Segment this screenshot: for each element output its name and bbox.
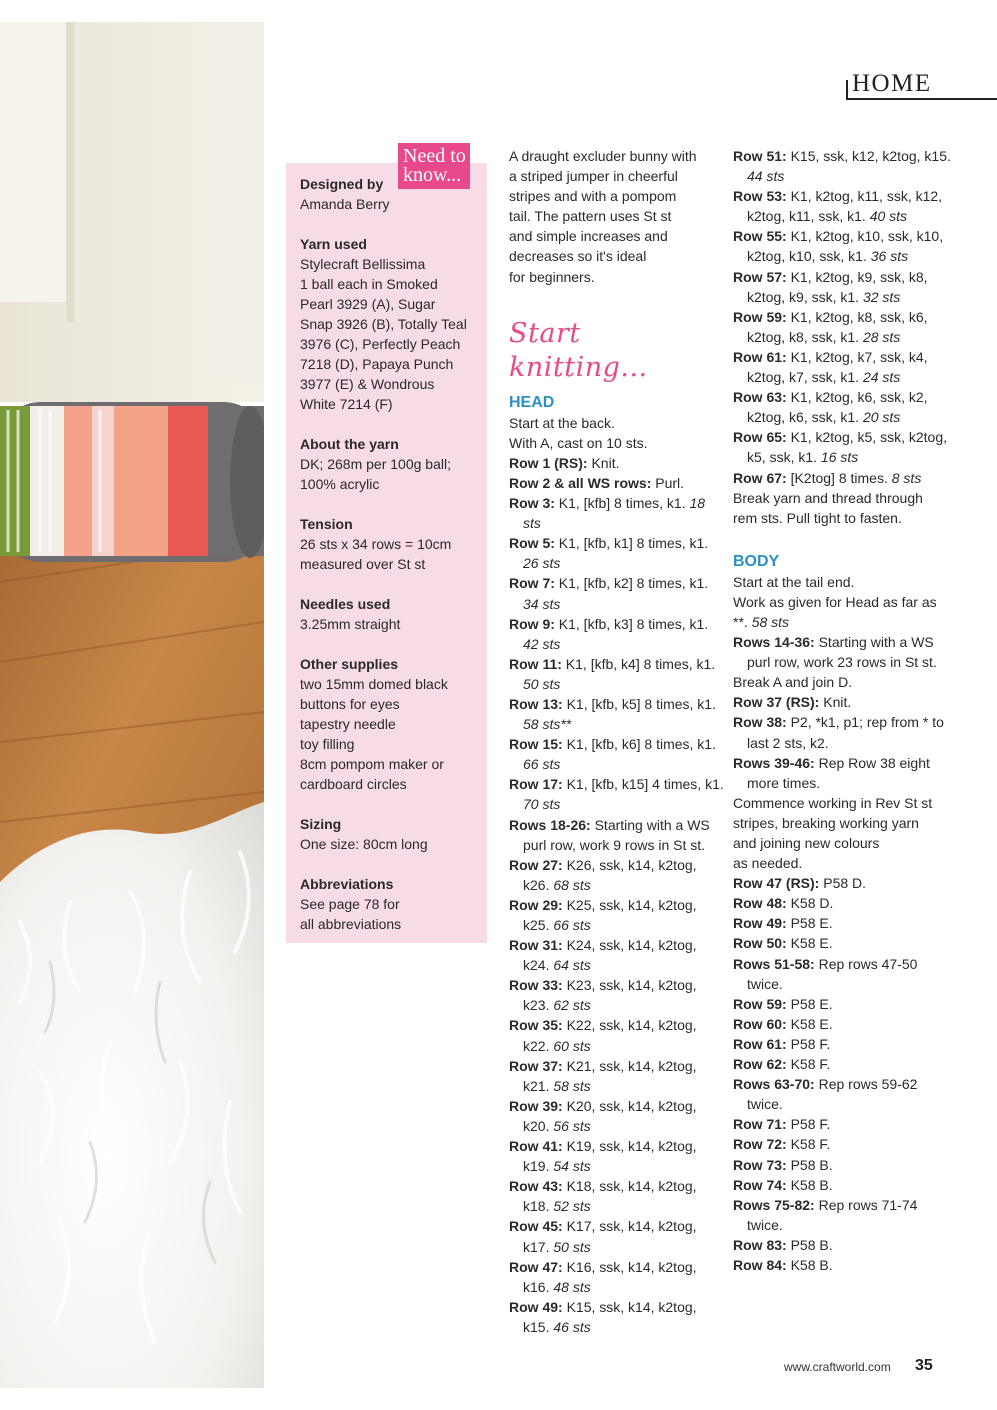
info-heading: Tension (300, 516, 353, 532)
pattern-row (733, 692, 953, 712)
pattern-row (733, 1195, 953, 1235)
row-label: Rows 14-36: (733, 634, 815, 651)
info-line: DK; 268m per 100g ball; (300, 456, 451, 472)
pattern-row (733, 994, 953, 1014)
section-label: HOME (852, 70, 932, 97)
intro-line: A draught excluder bunny with (509, 148, 697, 164)
info-line: toy filling (300, 736, 355, 752)
pattern-row (733, 1155, 953, 1175)
row-instruction: Starting with a WS purl row, work 23 rows in St st. (747, 634, 937, 671)
row-label: Row 59: (733, 308, 787, 325)
intro-line: and simple increases and (509, 228, 668, 245)
body-intro-line: Start at the tail end. (733, 573, 855, 590)
info-line: two 15mm domed black (300, 676, 448, 692)
stitch-count: 50 sts (523, 675, 561, 692)
info-line: 3977 (E) & Wondrous (300, 376, 435, 392)
info-line: Amanda Berry (300, 196, 390, 212)
row-instruction: Rep rows 71-74 twice. (747, 1196, 918, 1233)
row-label: Row 84: (733, 1256, 787, 1273)
stitch-count: 8 sts (891, 469, 922, 486)
stitch-count: 48 sts (553, 1278, 591, 1295)
pattern-row (509, 453, 724, 473)
pattern-row (733, 387, 953, 427)
info-line: 7218 (D), Papaya Punch (300, 356, 454, 372)
pattern-row (509, 1176, 724, 1216)
pattern-row (733, 913, 953, 933)
stripes-note-line: Commence working in Rev St st (733, 794, 933, 811)
row-label: Row 13: (509, 695, 563, 712)
stitch-count: 64 sts (553, 957, 591, 974)
info-group (300, 514, 477, 574)
stitch-count: 20 sts (862, 409, 901, 426)
row-instruction: K1, [kfb] 8 times, k1. (558, 495, 686, 512)
info-line: Pearl 3929 (A), Sugar (300, 296, 436, 312)
row-label: Row 63: (733, 389, 787, 406)
row-instruction: P58 B. (790, 1156, 833, 1173)
pattern-row (509, 493, 724, 533)
row-label: Row 15: (509, 736, 563, 753)
row-label: Row 33: (509, 977, 563, 994)
pattern-row (509, 573, 724, 613)
row-instruction: K1, [kfb, k3] 8 times, k1. (558, 615, 709, 632)
pattern-column-2 (733, 146, 953, 1275)
row-label: Row 45: (509, 1218, 563, 1235)
row-label: Row 60: (733, 1015, 787, 1032)
row-label: Row 11: (509, 655, 562, 672)
pattern-column-1 (509, 146, 724, 1337)
info-group (300, 654, 477, 794)
start-knitting-heading: Start knitting... (509, 317, 648, 383)
row-label: Row 48: (733, 895, 787, 912)
row-instruction: K58 F. (790, 1136, 831, 1153)
section-rule (846, 98, 997, 100)
stitch-count: 26 sts (523, 555, 561, 572)
row-label: Row 47 (RS): (733, 875, 820, 892)
pattern-row (509, 473, 724, 493)
row-instruction: K19, ssk, k14, k2tog, k19. (523, 1138, 697, 1175)
info-line: See page 78 for (300, 896, 400, 912)
row-label: Row 73: (733, 1156, 787, 1173)
row-instruction: K58 E. (790, 1015, 833, 1032)
pattern-row (509, 1056, 724, 1096)
row-instruction: K17, ssk, k14, k2tog, k17. (523, 1218, 697, 1255)
row-instruction: P2, *k1, p1; rep from * to last 2 sts, k2. (747, 714, 944, 751)
row-label: Row 39: (509, 1097, 563, 1114)
pattern-row (733, 226, 953, 266)
stripes-note-line: and joining new colours (733, 835, 880, 851)
row-label: Rows 18-26: (509, 816, 591, 833)
info-heading: About the yarn (300, 436, 399, 452)
stitch-count: 32 sts (862, 288, 901, 305)
pattern-row (509, 1257, 724, 1297)
row-instruction: Knit. (591, 454, 620, 471)
intro-line: decreases so it's ideal (509, 248, 647, 265)
knitted-draught-excluder-photo (0, 22, 264, 1388)
row-label: Row 74: (733, 1176, 787, 1193)
pattern-row (509, 614, 724, 654)
stripes-note-line: as needed. (733, 855, 803, 872)
pattern-row (509, 1096, 724, 1136)
row-label: Row 49: (509, 1298, 563, 1315)
info-heading: Other supplies (300, 656, 399, 672)
intro-line: stripes and with a pompom (509, 188, 677, 205)
info-line: Snap 3926 (B), Totally Teal (300, 316, 467, 332)
body-section-title: BODY (733, 552, 780, 570)
row-label: Row 49: (733, 915, 787, 932)
info-heading: Designed by (300, 176, 384, 192)
stitch-count: 54 sts (553, 1158, 591, 1175)
pattern-row (733, 427, 953, 467)
stitch-count: 42 sts (523, 635, 561, 652)
info-line: measured over St st (300, 556, 426, 572)
stitch-count: 70 sts (523, 796, 561, 813)
pattern-row (733, 1034, 953, 1054)
row-instruction: K58 D. (790, 895, 834, 912)
row-label: Row 3: (509, 495, 555, 512)
pattern-row (509, 855, 724, 895)
head-intro-line: Start at the back. (509, 414, 615, 431)
head-outro-line: rem sts. Pull tight to fasten. (733, 509, 902, 526)
row-instruction: K1, k2tog, k10, ssk, k10, k2tog, k10, ssk, k1. (747, 228, 944, 265)
row-instruction: K1, [kfb, k6] 8 times, k1. (566, 736, 716, 753)
spacer (733, 528, 953, 548)
row-label: Row 1 (RS): (509, 454, 588, 471)
pattern-row (509, 1297, 724, 1337)
head-section-title: HEAD (509, 393, 555, 411)
row-instruction: K1, [kfb, k2] 8 times, k1. (558, 575, 709, 592)
pattern-row (509, 734, 724, 774)
info-group (300, 594, 477, 634)
row-label: Row 37 (RS): (733, 694, 820, 711)
stitch-count: 62 sts (553, 997, 591, 1014)
stitch-count: 28 sts (862, 328, 901, 345)
row-instruction: K24, ssk, k14, k2tog, k24. (523, 937, 697, 974)
head-intro-line: With A, cast on 10 sts. (509, 434, 648, 451)
stitch-count: 44 sts (747, 168, 785, 185)
stitch-count: 58 sts (751, 613, 790, 630)
row-instruction: P58 F. (790, 1116, 831, 1133)
row-label: Row 67: (733, 469, 787, 486)
pattern-row (733, 468, 953, 488)
info-group (300, 434, 477, 494)
row-instruction: K26, ssk, k14, k2tog, k26. (523, 856, 697, 893)
info-line: tapestry needle (300, 716, 396, 732)
row-instruction: K1, k2tog, k9, ssk, k8, k2tog, k9, ssk, k1. (747, 268, 928, 305)
row-instruction: K58 B. (790, 1256, 833, 1273)
pattern-row (733, 1014, 953, 1034)
info-line: Stylecraft Bellissima (300, 256, 426, 272)
row-instruction: K1, [kfb, k15] 4 times, k1. (566, 776, 724, 793)
pattern-row (509, 895, 724, 935)
info-line: buttons for eyes (300, 696, 400, 712)
row-instruction: K58 E. (790, 935, 833, 952)
page-number: 35 (915, 1357, 933, 1374)
pattern-row (509, 975, 724, 1015)
badge-line-1: Need to (403, 145, 466, 167)
need-to-know-badge (398, 143, 470, 189)
row-instruction: K1, [kfb, k1] 8 times, k1. (558, 535, 709, 552)
project-photo (0, 22, 264, 1388)
row-instruction: K1, [kfb, k4] 8 times, k1. (565, 655, 716, 672)
row-instruction: K22, ssk, k14, k2tog, k22. (523, 1017, 697, 1054)
row-label: Rows 39-46: (733, 754, 815, 771)
row-label: Row 72: (733, 1136, 787, 1153)
row-label: Row 65: (733, 429, 787, 446)
row-instruction: K1, k2tog, k8, ssk, k6, k2tog, k8, ssk, k1. (747, 308, 928, 345)
info-line: One size: 80cm long (300, 836, 428, 852)
row-label: Row 7: (509, 575, 555, 592)
stitch-count: 68 sts (553, 876, 591, 893)
row-label: Row 2 & all WS rows: (509, 474, 652, 491)
row-instruction: K15, ssk, k12, k2tog, k15. (790, 148, 951, 164)
stitch-count: 36 sts (870, 248, 909, 265)
stitch-count: 18 sts (523, 495, 706, 532)
row-label: Row 83: (733, 1236, 787, 1253)
row-label: Row 71: (733, 1116, 787, 1133)
row-label: Row 38: (733, 714, 787, 731)
row-label: Row 41: (509, 1138, 563, 1155)
pattern-row (509, 694, 724, 734)
row-instruction: P58 F. (790, 1035, 831, 1052)
row-instruction: Starting with a WS purl row, work 9 rows in St st. (523, 816, 710, 853)
row-instruction: K18, ssk, k14, k2tog, k18. (523, 1178, 697, 1215)
row-instruction: P58 E. (790, 995, 833, 1012)
row-label: Row 47: (509, 1258, 563, 1275)
row-instruction: K58 B. (790, 1176, 833, 1193)
row-label: Rows 51-58: (733, 955, 815, 972)
pattern-row (733, 1175, 953, 1195)
stitch-count: 52 sts (553, 1198, 591, 1215)
body-intro-line (733, 592, 953, 632)
pattern-row (733, 933, 953, 953)
info-line: cardboard circles (300, 776, 407, 792)
stitch-count: 16 sts (820, 449, 859, 466)
stitch-count: 24 sts (862, 369, 901, 386)
pattern-row (733, 712, 953, 752)
body-intro-text: Work as given for Head as far as **. (733, 593, 937, 630)
break-join-line: Break A and join D. (733, 674, 853, 691)
row-instruction: K25, ssk, k14, k2tog, k25. (523, 896, 697, 933)
pattern-row (509, 1015, 724, 1055)
pattern-row (509, 935, 724, 975)
row-label: Row 57: (733, 268, 787, 285)
footer-website: www.craftworld.com (784, 1360, 891, 1374)
row-instruction: P58 B. (790, 1236, 833, 1253)
row-label: Row 50: (733, 935, 787, 952)
row-instruction: K1, k2tog, k7, ssk, k4, k2tog, k7, ssk, k1. (747, 348, 928, 386)
info-heading: Needles used (300, 596, 391, 612)
row-instruction: K1, k2tog, k11, ssk, k12, k2tog, k11, ssk, k1. (747, 188, 943, 225)
row-instruction: Purl. (655, 474, 685, 491)
info-heading: Abbreviations (300, 876, 394, 892)
section-rule-tick (846, 80, 848, 100)
row-instruction: K21, ssk, k14, k2tog, k21. (523, 1057, 697, 1094)
row-label: Rows 75-82: (733, 1196, 815, 1213)
stitch-count: 46 sts (553, 1318, 591, 1335)
row-instruction: K23, ssk, k14, k2tog, k23. (523, 977, 697, 1014)
row-label: Row 17: (509, 776, 563, 793)
stitch-count: 56 sts (553, 1117, 591, 1134)
row-label: Row 62: (733, 1056, 787, 1073)
head-outro-line: Break yarn and thread through (733, 489, 923, 506)
pattern-row (733, 1134, 953, 1154)
pattern-row (733, 893, 953, 913)
stitch-count: 58 sts** (523, 716, 572, 733)
row-instruction: K1, [kfb, k5] 8 times, k1. (566, 695, 716, 712)
row-label: Row 35: (509, 1017, 563, 1034)
info-heading: Sizing (300, 816, 342, 832)
pattern-row (509, 1216, 724, 1256)
info-line: 3.25mm straight (300, 616, 401, 632)
info-group (300, 234, 477, 414)
pattern-row (733, 307, 953, 347)
row-instruction: P58 E. (790, 915, 833, 932)
stripes-note-line: stripes, breaking working yarn (733, 814, 919, 831)
row-label: Row 37: (509, 1057, 563, 1074)
pattern-row (733, 347, 953, 387)
pattern-row (509, 654, 724, 694)
stitch-count: 34 sts (523, 595, 561, 612)
pattern-row (733, 267, 953, 307)
info-heading: Yarn used (300, 236, 367, 252)
row-instruction: Rep rows 47-50 twice. (747, 955, 918, 992)
stitch-count: 58 sts (553, 1077, 591, 1094)
row-instruction: Rep rows 59-62 twice. (747, 1076, 918, 1113)
row-instruction: K1, k2tog, k6, ssk, k2, k2tog, k6, ssk, k1. (747, 389, 928, 426)
stitch-count: 40 sts (869, 208, 908, 225)
stitch-count: 66 sts (553, 917, 591, 933)
pattern-row (509, 533, 724, 573)
row-instruction: Knit. (823, 694, 852, 711)
need-to-know-box (286, 163, 487, 943)
pattern-row (733, 146, 953, 186)
pattern-row (733, 1255, 953, 1275)
row-label: Row 61: (733, 1035, 787, 1052)
row-label: Row 29: (509, 896, 563, 913)
pattern-row (733, 632, 953, 672)
row-label: Row 9: (509, 615, 555, 632)
row-label: Rows 63-70: (733, 1076, 815, 1093)
pattern-row (733, 1114, 953, 1134)
info-line: 26 sts x 34 rows = 10cm (300, 536, 452, 552)
pattern-row (733, 1074, 953, 1114)
pattern-row (509, 774, 724, 814)
row-instruction: P58 D. (823, 875, 867, 892)
info-line: 1 ball each in Smoked (300, 276, 438, 292)
row-label: Row 59: (733, 995, 787, 1012)
row-label: Row 31: (509, 937, 563, 954)
info-group (300, 814, 477, 854)
row-instruction: K15, ssk, k14, k2tog, k15. (523, 1298, 697, 1335)
pattern-row (509, 1136, 724, 1176)
stitch-count: 50 sts (553, 1238, 591, 1255)
row-instruction: Rep Row 38 eight more times. (747, 754, 930, 791)
row-label: Row 55: (733, 228, 787, 245)
intro-line: a striped jumper in cheerful (509, 168, 678, 185)
row-label: Row 27: (509, 856, 563, 873)
pattern-row (733, 1235, 953, 1255)
stitch-count: 66 sts (523, 756, 561, 773)
intro-line: tail. The pattern uses St st (509, 208, 672, 225)
info-line: 8cm pompom maker or (300, 756, 444, 772)
pattern-row (733, 186, 953, 226)
row-label: Row 5: (509, 535, 555, 552)
info-line: White 7214 (F) (300, 396, 393, 412)
pattern-row (733, 1054, 953, 1074)
pattern-row (733, 954, 953, 994)
intro-line: for beginners. (509, 268, 595, 285)
row-label: Row 61: (733, 348, 787, 365)
row-label: Row 43: (509, 1178, 563, 1195)
pattern-row (733, 873, 953, 893)
pattern-row (733, 753, 953, 793)
row-instruction: K16, ssk, k14, k2tog, k16. (523, 1258, 697, 1295)
badge-line-2: know... (403, 164, 462, 186)
row-instruction: K1, k2tog, k5, ssk, k2tog, k5, ssk, k1. (747, 429, 947, 466)
info-line: 100% acrylic (300, 476, 380, 492)
row-instruction: K20, ssk, k14, k2tog, k20. (523, 1097, 697, 1134)
stitch-count: 60 sts (553, 1037, 591, 1054)
pattern-row (509, 815, 724, 855)
info-group (300, 874, 477, 934)
row-instruction: [K2tog] 8 times. (790, 469, 888, 486)
row-instruction: K58 F. (790, 1056, 831, 1073)
info-line: 3976 (C), Perfectly Peach (300, 336, 461, 352)
row-label: Row 53: (733, 188, 787, 205)
info-line: all abbreviations (300, 916, 402, 932)
row-label: Row 51: (733, 148, 787, 164)
